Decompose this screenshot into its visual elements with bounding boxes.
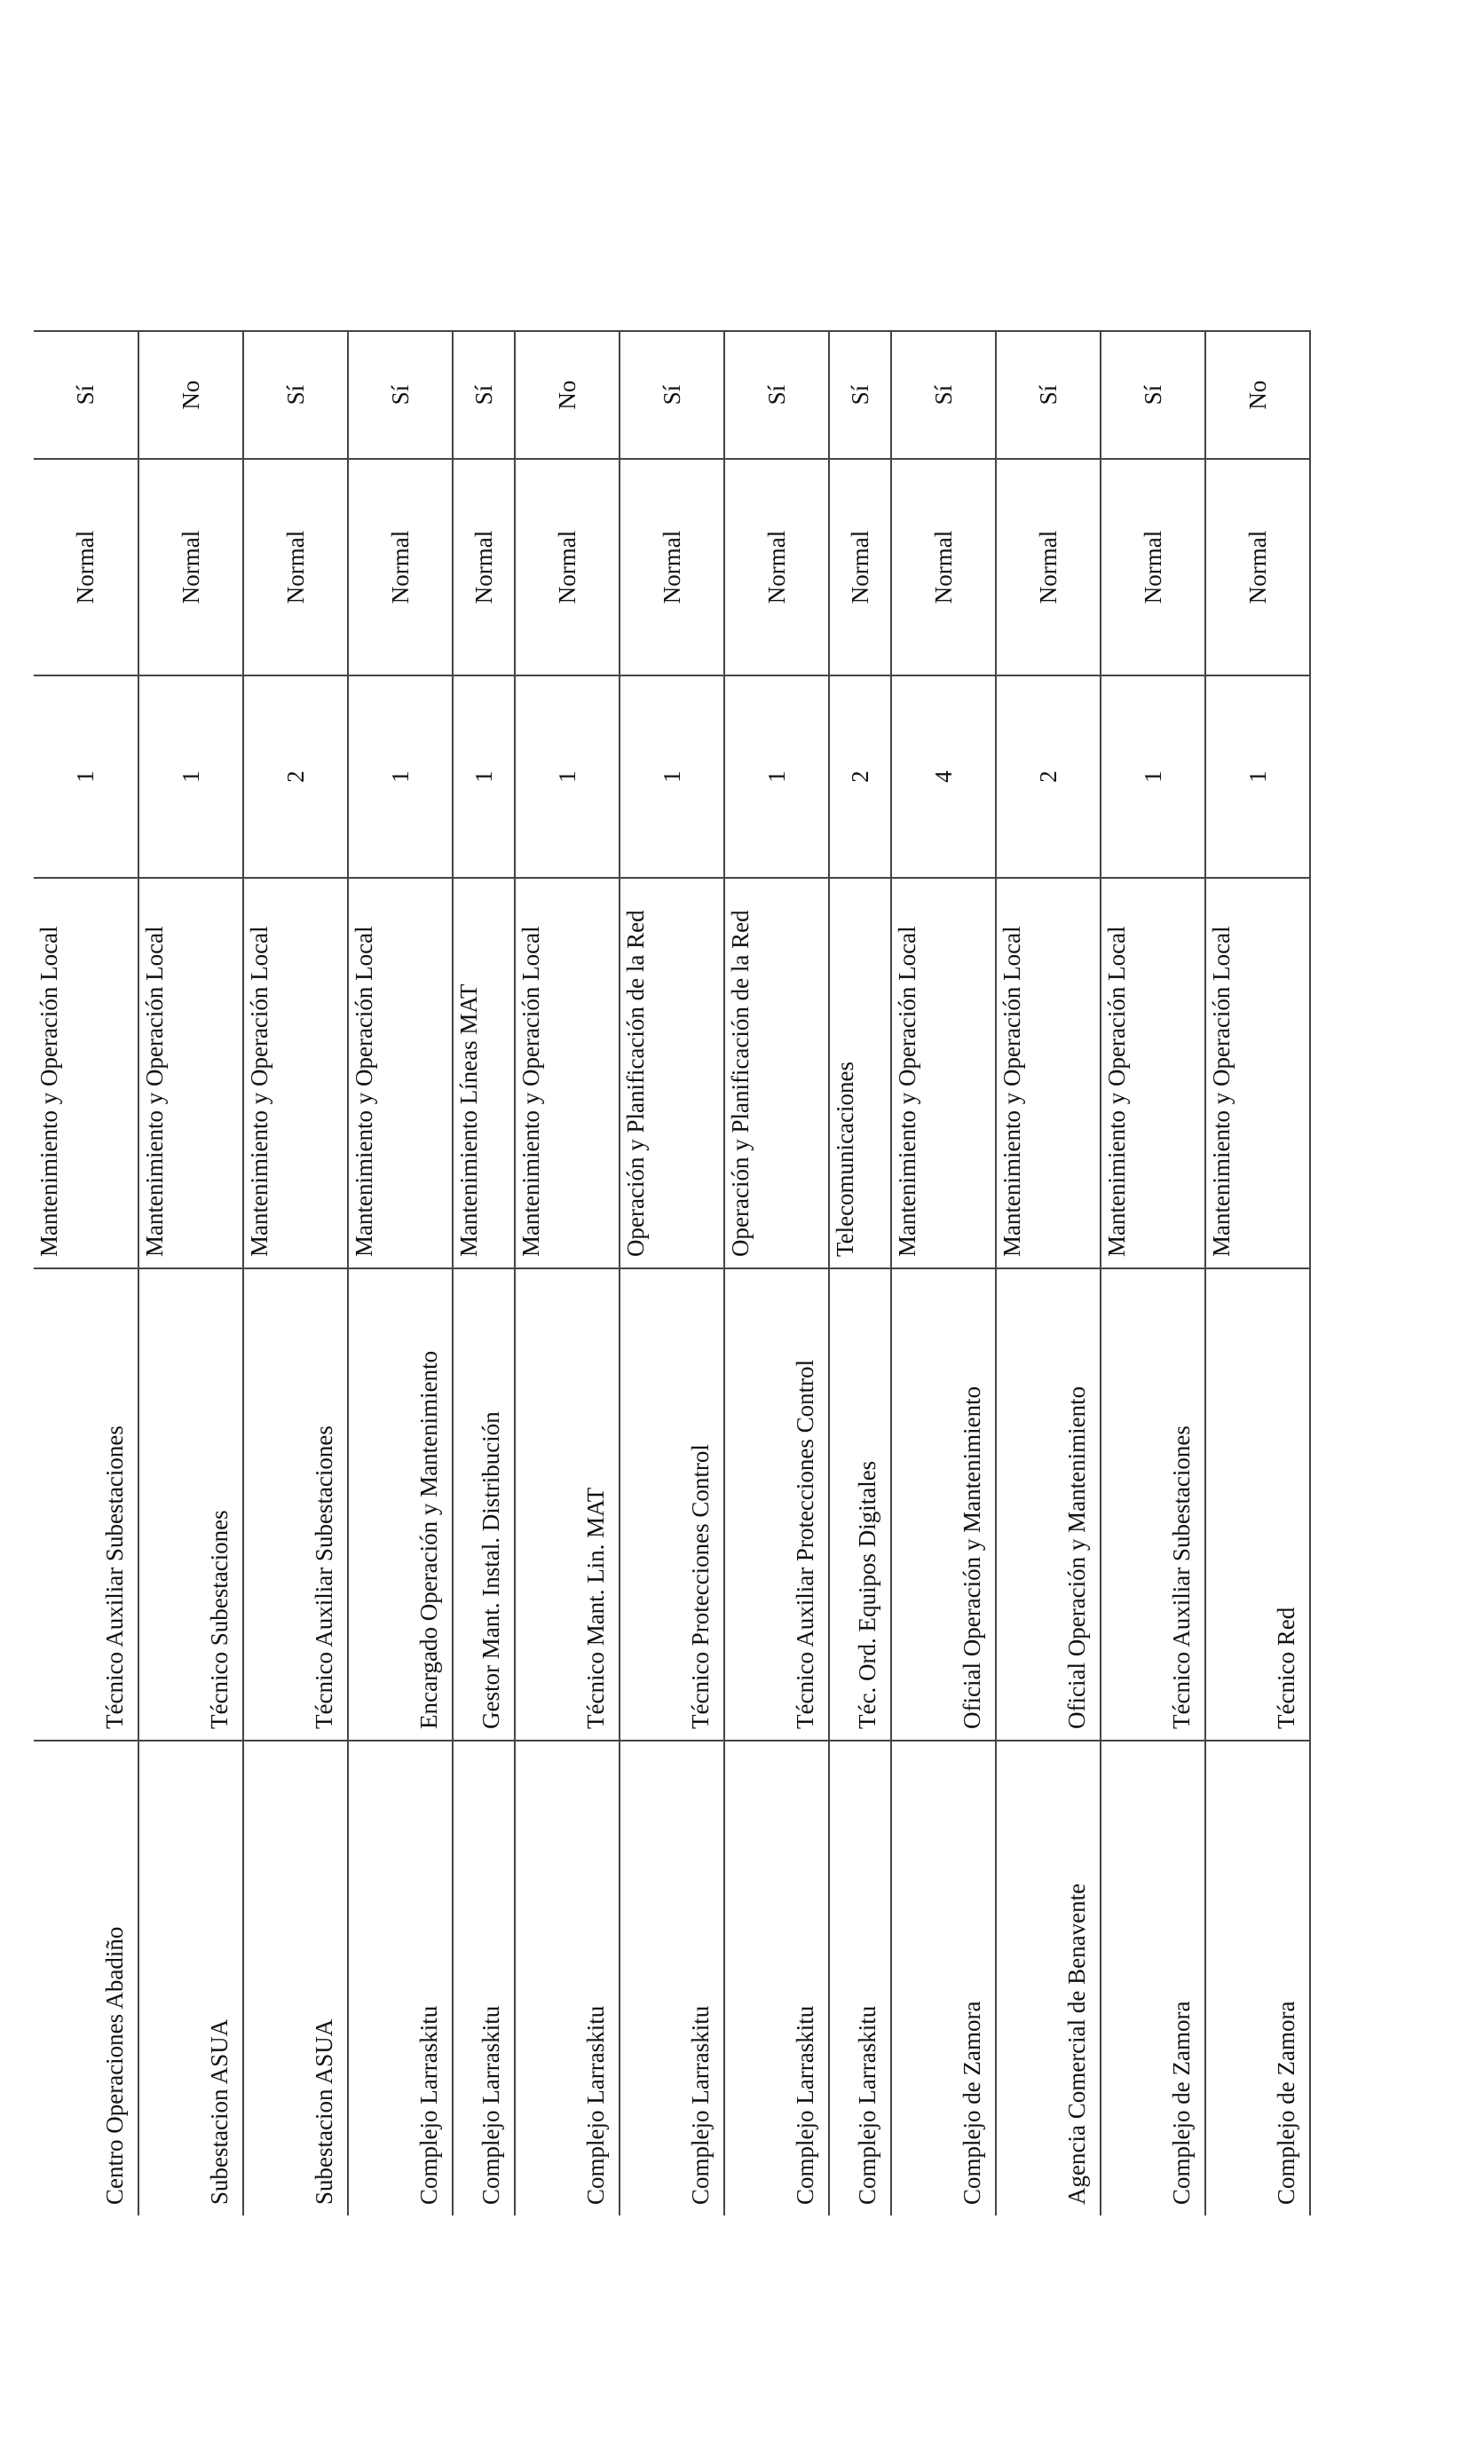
count-cell: 2: [996, 675, 1101, 878]
jornada-cell: Normal: [829, 459, 891, 675]
puesto-cell: Gestor Mant. Instal. Distribución: [453, 1268, 515, 1741]
centro-cell: Complejo Larraskitu: [724, 1741, 829, 2215]
jornada-cell: Normal: [243, 459, 348, 675]
puesto-cell: Oficial Operación y Mantenimiento: [891, 1268, 996, 1741]
puesto-cell: Técnico Auxiliar Subestaciones: [1101, 1268, 1205, 1741]
count-cell: 1: [515, 675, 620, 878]
jornada-cell: Normal: [348, 459, 453, 675]
puesto-cell: Técnico Subestaciones: [138, 1268, 243, 1741]
count-cell: 1: [620, 675, 724, 878]
jornada-cell: Normal: [453, 459, 515, 675]
yes-no-cell: Sí: [996, 331, 1101, 459]
count-cell: 1: [453, 675, 515, 878]
rotated-table-container: [34, 331, 1301, 2215]
jornada-cell: Normal: [724, 459, 829, 675]
jornada-cell: Normal: [34, 459, 138, 675]
centro-cell: Subestacion ASUA: [138, 1741, 243, 2215]
table-row: [34, 331, 138, 2215]
area-cell: Mantenimiento y Operación Local: [1101, 878, 1205, 1268]
centro-cell: Agencia Comercial de Benavente: [996, 1741, 1101, 2215]
jornada-cell: Normal: [138, 459, 243, 675]
yes-no-cell: Sí: [453, 331, 515, 459]
area-cell: Mantenimiento y Operación Local: [996, 878, 1101, 1268]
yes-no-cell: Sí: [891, 331, 996, 459]
table-row: [515, 331, 620, 2215]
yes-no-cell: Sí: [348, 331, 453, 459]
area-cell: Operación y Planificación de la Red: [724, 878, 829, 1268]
table-row: [453, 331, 515, 2215]
area-cell: Mantenimiento y Operación Local: [891, 878, 996, 1268]
count-cell: 1: [724, 675, 829, 878]
centro-cell: Complejo Larraskitu: [348, 1741, 453, 2215]
yes-no-cell: Sí: [34, 331, 138, 459]
puesto-cell: Técnico Red: [1205, 1268, 1310, 1741]
jornada-cell: Normal: [1101, 459, 1205, 675]
centro-cell: Complejo Larraskitu: [620, 1741, 724, 2215]
jornada-cell: Normal: [1205, 459, 1310, 675]
table-row: [724, 331, 829, 2215]
jornada-cell: Normal: [996, 459, 1101, 675]
table-row: [138, 331, 243, 2215]
puesto-cell: Técnico Auxiliar Subestaciones: [243, 1268, 348, 1741]
count-cell: 1: [138, 675, 243, 878]
area-cell: Mantenimiento y Operación Local: [1205, 878, 1310, 1268]
yes-no-cell: Sí: [620, 331, 724, 459]
yes-no-cell: Sí: [243, 331, 348, 459]
count-cell: 4: [891, 675, 996, 878]
area-cell: Mantenimiento y Operación Local: [348, 878, 453, 1268]
centro-cell: Complejo de Zamora: [891, 1741, 996, 2215]
jornada-cell: Normal: [515, 459, 620, 675]
area-cell: Mantenimiento Líneas MAT: [453, 878, 515, 1268]
area-cell: Telecomunicaciones: [829, 878, 891, 1268]
puesto-cell: Téc. Ord. Equipos Digitales: [829, 1268, 891, 1741]
area-cell: Mantenimiento y Operación Local: [34, 878, 138, 1268]
yes-no-cell: Sí: [1101, 331, 1205, 459]
centro-cell: Complejo de Zamora: [1205, 1741, 1310, 2215]
centro-cell: Complejo de Zamora: [1101, 1741, 1205, 2215]
puesto-cell: Técnico Auxiliar Subestaciones: [34, 1268, 138, 1741]
table-row: [620, 331, 724, 2215]
yes-no-cell: No: [515, 331, 620, 459]
area-cell: Operación y Planificación de la Red: [620, 878, 724, 1268]
area-cell: Mantenimiento y Operación Local: [243, 878, 348, 1268]
jornada-cell: Normal: [620, 459, 724, 675]
centro-cell: Complejo Larraskitu: [515, 1741, 620, 2215]
table-row: [891, 331, 996, 2215]
puesto-cell: Técnico Mant. Lin. MAT: [515, 1268, 620, 1741]
centro-cell: Subestacion ASUA: [243, 1741, 348, 2215]
centro-cell: Centro Operaciones Abadiño: [101, 1926, 128, 2205]
centro-cell: Complejo Larraskitu: [829, 1741, 891, 2215]
count-cell: 2: [829, 675, 891, 878]
table-row: [829, 331, 891, 2215]
count-cell: 1: [34, 675, 138, 878]
personnel-table: [34, 330, 1311, 2215]
count-cell: 1: [1101, 675, 1205, 878]
count-cell: 1: [348, 675, 453, 878]
yes-no-cell: No: [1205, 331, 1310, 459]
puesto-cell: Encargado Operación y Mantenimiento: [348, 1268, 453, 1741]
table-row: [1101, 331, 1205, 2215]
area-cell: Mantenimiento y Operación Local: [515, 878, 620, 1268]
count-cell: 1: [1205, 675, 1310, 878]
table-row: [996, 331, 1101, 2215]
area-cell: Mantenimiento y Operación Local: [138, 878, 243, 1268]
yes-no-cell: No: [138, 331, 243, 459]
puesto-cell: Técnico Auxiliar Protecciones Control: [724, 1268, 829, 1741]
centro-cell: Complejo Larraskitu: [453, 1741, 515, 2215]
table-body: [34, 331, 1310, 2215]
puesto-cell: Técnico Protecciones Control: [620, 1268, 724, 1741]
count-cell: 2: [243, 675, 348, 878]
table-row: [348, 331, 453, 2215]
jornada-cell: Normal: [891, 459, 996, 675]
table-row: [243, 331, 348, 2215]
puesto-cell: Oficial Operación y Mantenimiento: [996, 1268, 1101, 1741]
table-row: [1205, 331, 1310, 2215]
yes-no-cell: Sí: [829, 331, 891, 459]
yes-no-cell: Sí: [724, 331, 829, 459]
